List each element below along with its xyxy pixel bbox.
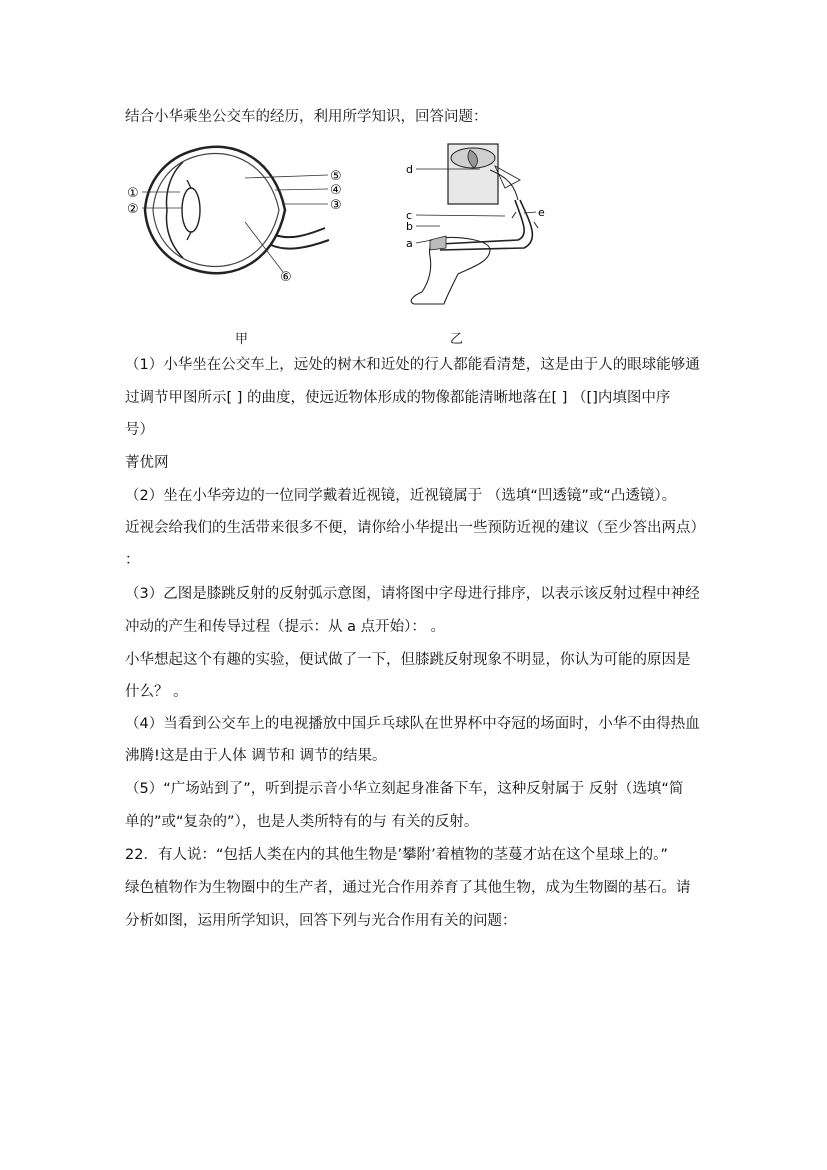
reflex-arc-diagram	[400, 140, 560, 310]
q2-line-3: ：	[125, 552, 140, 568]
q3-line-2: 冲动的产生和传导过程（提示：从 a 点开始）： 。	[125, 619, 445, 635]
letter-e: e	[538, 206, 545, 219]
caption-jia: 甲	[235, 332, 249, 347]
q22-line-1: 22．有人说：“包括人类在内的其他生物是’攀附’着植物的茎蔓才站在这个星球上的。”	[125, 847, 668, 863]
q1-line-2: 过调节甲图所示[ ] 的曲度，使远近物体形成的物像都能清晰地落在[ ] （[]内填图中序	[125, 390, 671, 406]
marker-1: ①	[127, 186, 139, 201]
caption-yi: 乙	[450, 332, 464, 347]
q1-line-3: 号）	[125, 422, 154, 438]
letter-b: b	[406, 220, 413, 233]
q5-line-2: 单的”或“复杂的”），也是人类所特有的与 有关的反射。	[125, 814, 479, 830]
marker-2: ②	[127, 202, 139, 217]
q22-line-3: 分析如图，运用所学知识，回答下列与光合作用有关的问题：	[125, 913, 517, 929]
marker-4: ④	[330, 183, 342, 198]
q1-line-1: （1）小华坐在公交车上，远处的树木和近处的行人都能看清楚，这是由于人的眼球能够通	[125, 357, 700, 373]
q4-line-1: （4）当看到公交车上的电视播放中国乒乓球队在世界杯中夺冠的场面时，小华不由得热血	[125, 716, 700, 732]
q4-line-2: 沸腾!这是由于人体 调节和 调节的结果。	[125, 748, 387, 764]
q2-line-1: （2）坐在小华旁边的一位同学戴着近视镜，近视镜属于 （选填“凹透镜”或“凸透镜）。	[125, 488, 677, 504]
q3-line-4: 什么？ 。	[125, 684, 188, 700]
marker-5: ⑤	[330, 169, 342, 184]
letter-c: c	[406, 209, 413, 222]
intro-text: 结合小华乘坐公交车的经历，利用所学知识，回答问题：	[125, 109, 488, 125]
eye-diagram	[125, 140, 350, 285]
letter-a: a	[406, 237, 413, 250]
q3-line-3: 小华想起这个有趣的实验，便试做了一下，但膝跳反射现象不明显，你认为可能的原因是	[125, 652, 691, 668]
q22-line-2: 绿色植物作为生物圈中的生产者，通过光合作用养育了其他生物，成为生物圈的基石。请	[125, 880, 691, 896]
marker-6: ⑥	[280, 270, 292, 285]
letter-d: d	[406, 163, 413, 176]
watermark-text: 菁优网	[125, 455, 169, 471]
q2-line-2: 近视会给我们的生活带来很多不便，请你给小华提出一些预防近视的建议（至少答出两点）	[125, 520, 705, 536]
q3-line-1: （3）乙图是膝跳反射的反射弧示意图，请将图中字母进行排序，以表示该反射过程中神经	[125, 586, 700, 602]
marker-3: ③	[330, 198, 342, 213]
q5-line-1: （5）“广场站到了”，听到提示音小华立刻起身准备下车，这种反射属于 反射（选填“简	[125, 781, 684, 797]
